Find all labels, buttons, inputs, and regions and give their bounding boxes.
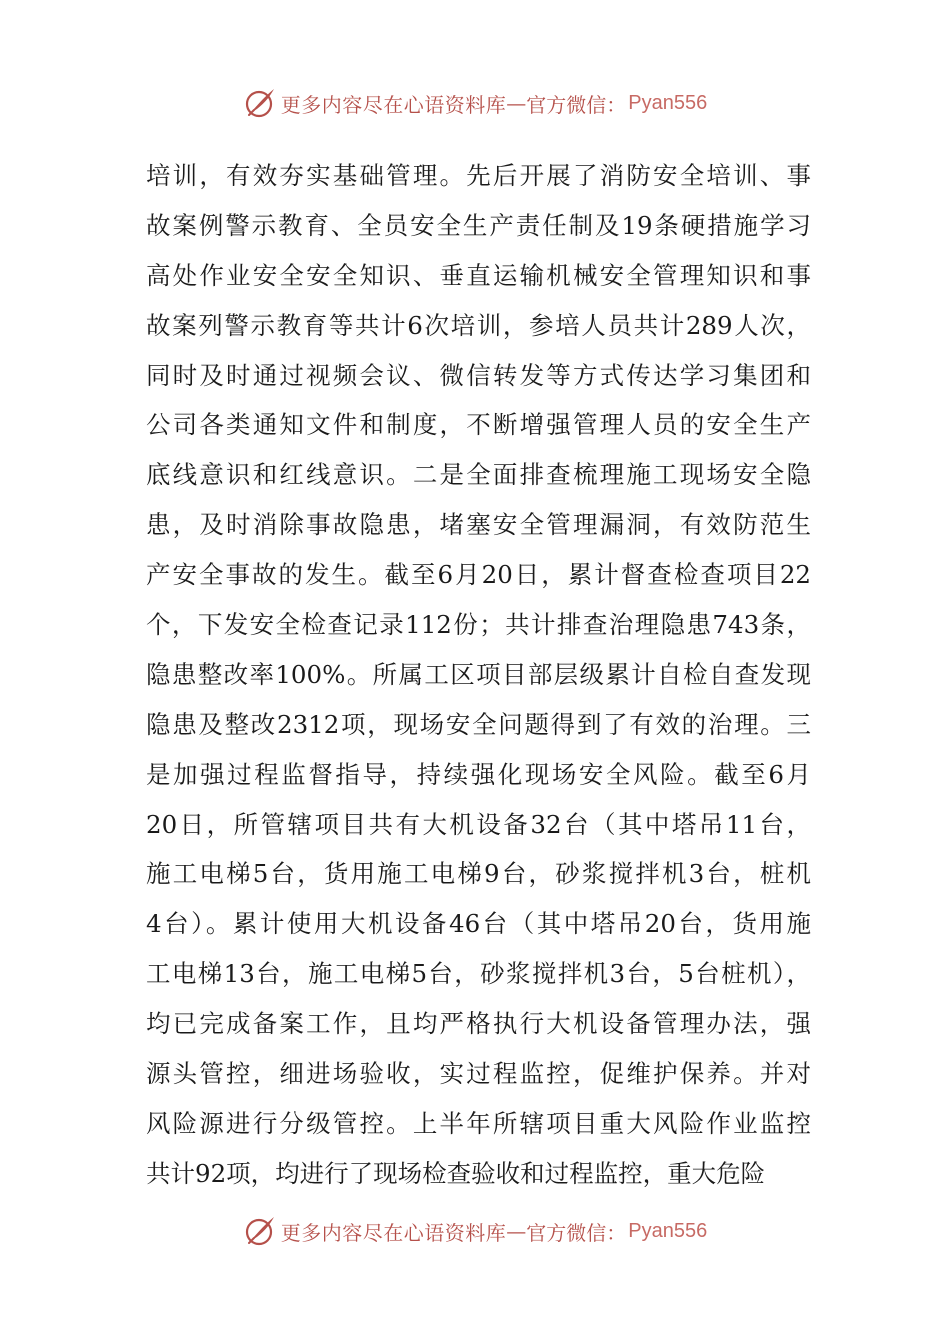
text-line: 工电梯13台，施工电梯5台，砂浆搅拌机3台，5台桩机），: [146, 959, 811, 989]
text-line: 个，下发安全检查记录112份；共计排查治理隐患743条，: [146, 610, 811, 640]
banner-separator: —: [506, 1219, 527, 1243]
banner-separator: —: [506, 91, 527, 115]
text-line: 产安全事故的发生。截至6月20日，累计督查检查项目22: [146, 560, 811, 590]
banner-slogan: 更多内容尽在心语资料库: [280, 92, 507, 117]
text-line: 共计92项，均进行了现场检查验收和过程监控，重大危险: [146, 1158, 766, 1188]
text-line: 患，及时消除事故隐患，堵塞安全管理漏洞，有效防范生: [146, 510, 811, 540]
banner-slogan: 更多内容尽在心语资料库: [280, 1220, 507, 1245]
text-line: 同时及时通过视频会议、微信转发等方式传达学习集团和: [146, 360, 811, 390]
document-body: [146, 151, 811, 1199]
text-line: 培训，有效夯实基础管理。先后开展了消防安全培训、事: [146, 161, 811, 190]
header-banner: [0, 83, 950, 123]
quill-logo-icon: [243, 1214, 277, 1248]
text-line: 高处作业安全安全知识、垂直运输机械安全管理知识和事: [146, 260, 811, 290]
footer-banner: [0, 1211, 950, 1251]
text-line: 底线意识和红线意识。二是全面排查梳理施工现场安全隐: [146, 460, 811, 490]
banner-wechat-id: Pyan556: [628, 1219, 708, 1242]
text-line: 故案列警示教育等共计6次培训，参培人员共计289人次，: [146, 310, 811, 340]
banner-wechat-id: Pyan556: [628, 91, 708, 114]
quill-logo-icon: [243, 86, 277, 120]
banner-wechat-label: 官方微信：: [526, 1220, 627, 1245]
text-line: 4台）。累计使用大机设备46台（其中塔吊20台，货用施: [146, 909, 811, 939]
text-line: 公司各类通知文件和制度，不断增强管理人员的安全生产: [146, 410, 811, 440]
banner-wechat-label: 官方微信：: [526, 92, 627, 117]
text-line: 是加强过程监督指导，持续强化现场安全风险。截至6月: [146, 759, 811, 789]
text-line: 施工电梯5台，货用施工电梯9台，砂浆搅拌机3台，桩机: [146, 859, 811, 889]
text-line: 20日，所管辖项目共有大机设备32台（其中塔吊11台，: [146, 809, 811, 839]
text-line: 源头管控，细进场验收，实过程监控，促维护保养。并对: [146, 1059, 811, 1089]
text-line: 故案例警示教育、全员安全生产责任制及19条硬措施学习: [146, 210, 811, 240]
text-line: 隐患及整改2312项，现场安全问题得到了有效的治理。三: [146, 709, 811, 739]
text-line: 风险源进行分级管控。上半年所辖项目重大风险作业监控: [146, 1108, 811, 1138]
text-line: 隐患整改率100%。所属工区项目部层级累计自检自查发现: [146, 659, 811, 689]
text-line: 均已完成备案工作，且均严格执行大机设备管理办法，强: [146, 1009, 811, 1039]
